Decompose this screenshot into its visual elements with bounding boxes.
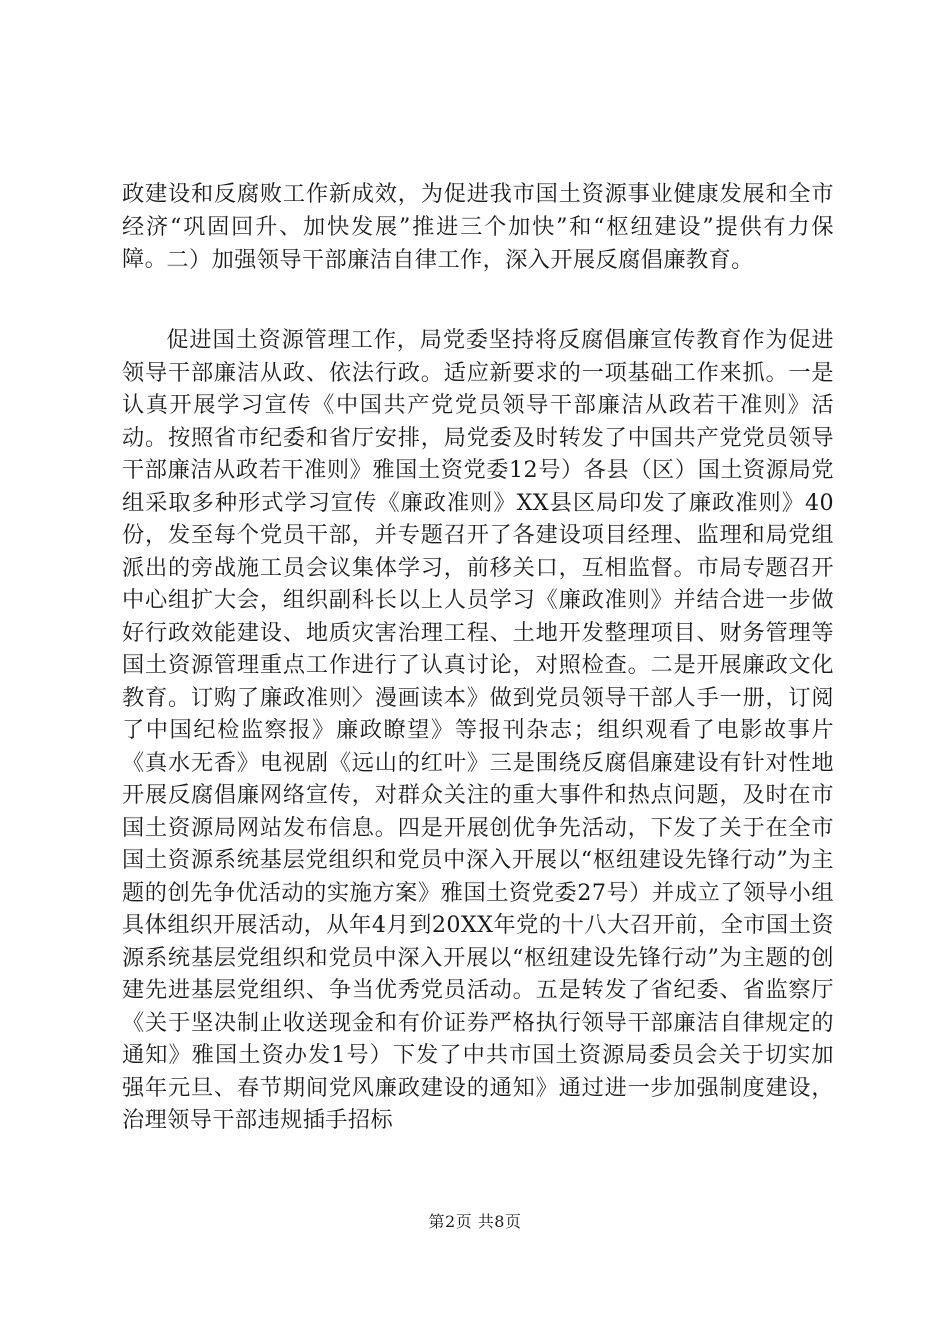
page-number-footer: 第2页 共8页 bbox=[428, 1212, 522, 1231]
section-heading: 二）加强领导干部廉洁自律工作，深入开展反腐倡廉教育。 bbox=[166, 247, 754, 273]
body-paragraph: 促进国土资源管理工作，局党委坚持将反腐倡廉宣传教育作为促进领导干部廉洁从政、依法行政。适应新要求的一项基础工作来抓。一是认真开展学习宣传《中国共产党党员领导干部廉洁从政若干准则》活动。按照省市纪委和省厅安排，局党委及时转发了中国共产党党员领导干部廉洁从政若干准则》雅国土资党委12号）各县（区）国土资源局党组采取多种形式学习宣传《廉政准则》XX县区局印发了廉政准则》40份，发至每个党员干部，并专题召开了各建设项目经理、监理和局党组派出的旁战施工员会议集体学习，前移关口，互相监督。市局专题召开中心组扩大会，组织副科长以上人员学习《廉政准则》并结合进一步做好行政效能建设、地质灾害治理工程、土地开发整理项目、财务管理等国土资源管理重点工作进行了认真讨论，对照检查。二是开展廉政文化教育。订购了廉政准则〉漫画读本》做到党员领导干部人手一册，订阅了中国纪检监察报》廉政瞭望》等报刊杂志；组织观看了电影故事片《真水无香》电视剧《远山的红叶》三是围绕反腐倡廉建设有针对性地开展反腐倡廉网络宣传，对群众关注的重大事件和热点问题，及时在市国土资源局网站发布信息。四是开展创优争先活动，下发了关于在全市国土资源系统基层党组织和党员中深入开展以“枢纽建设先锋行动”为主题的创先争优活动的实施方案》雅国土资党委27号）并成立了领导小组具体组织开展活动，从年4月到20XX年党的十八大召开前，全市国土资源系统基层党组织和党员中深入开展以“枢纽建设先锋行动”为主题的创建先进基层党组织、争当优秀党员活动。五是转发了省纪委、省监察厅《关于坚决制止收送现金和有价证券严格执行领导干部廉洁自律规定的通知》雅国土资办发1号）下发了中共市国土资源局委员会关于切实加强年元旦、春节期间党风廉政建设的通知》通过进一步加强制度建设，治理领导干部违规插手招标 bbox=[122, 327, 834, 1133]
body-paragraph: 政建设和反腐败工作新成效，为促进我市国土资源事业健康发展和全市经济“巩固回升、加快发展”推进三个加快”和“枢纽建设”提供有力保障。 bbox=[122, 181, 834, 272]
